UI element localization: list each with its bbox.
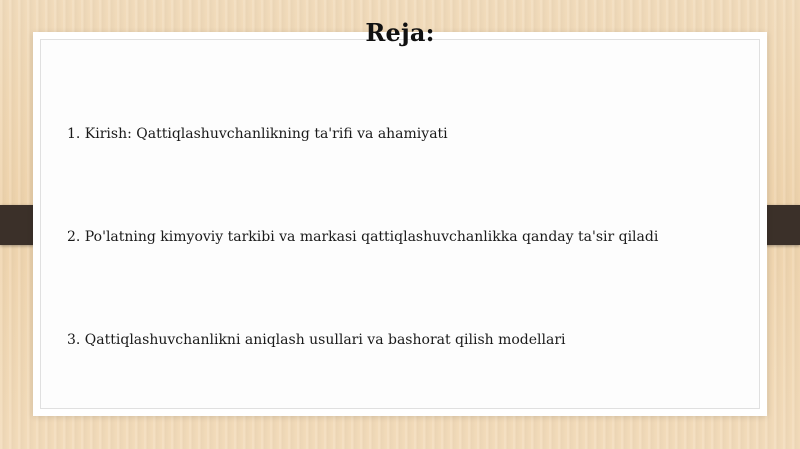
plan-item-3: 3. Qattiqlashuvchanlikni aniqlash usullari va bashorat qilish modellari (67, 332, 566, 348)
plan-item-2: 2. Po'latning kimyoviy tarkibi va markasi qattiqlashuvchanlikka qanday ta'sir qiladi (67, 229, 659, 245)
content-card-border (40, 39, 760, 409)
slide-title: Reja: (365, 18, 435, 47)
content-card (33, 32, 767, 416)
plan-item-1: 1. Kirish: Qattiqlashuvchanlikning ta'rifi va ahamiyati (67, 126, 448, 142)
